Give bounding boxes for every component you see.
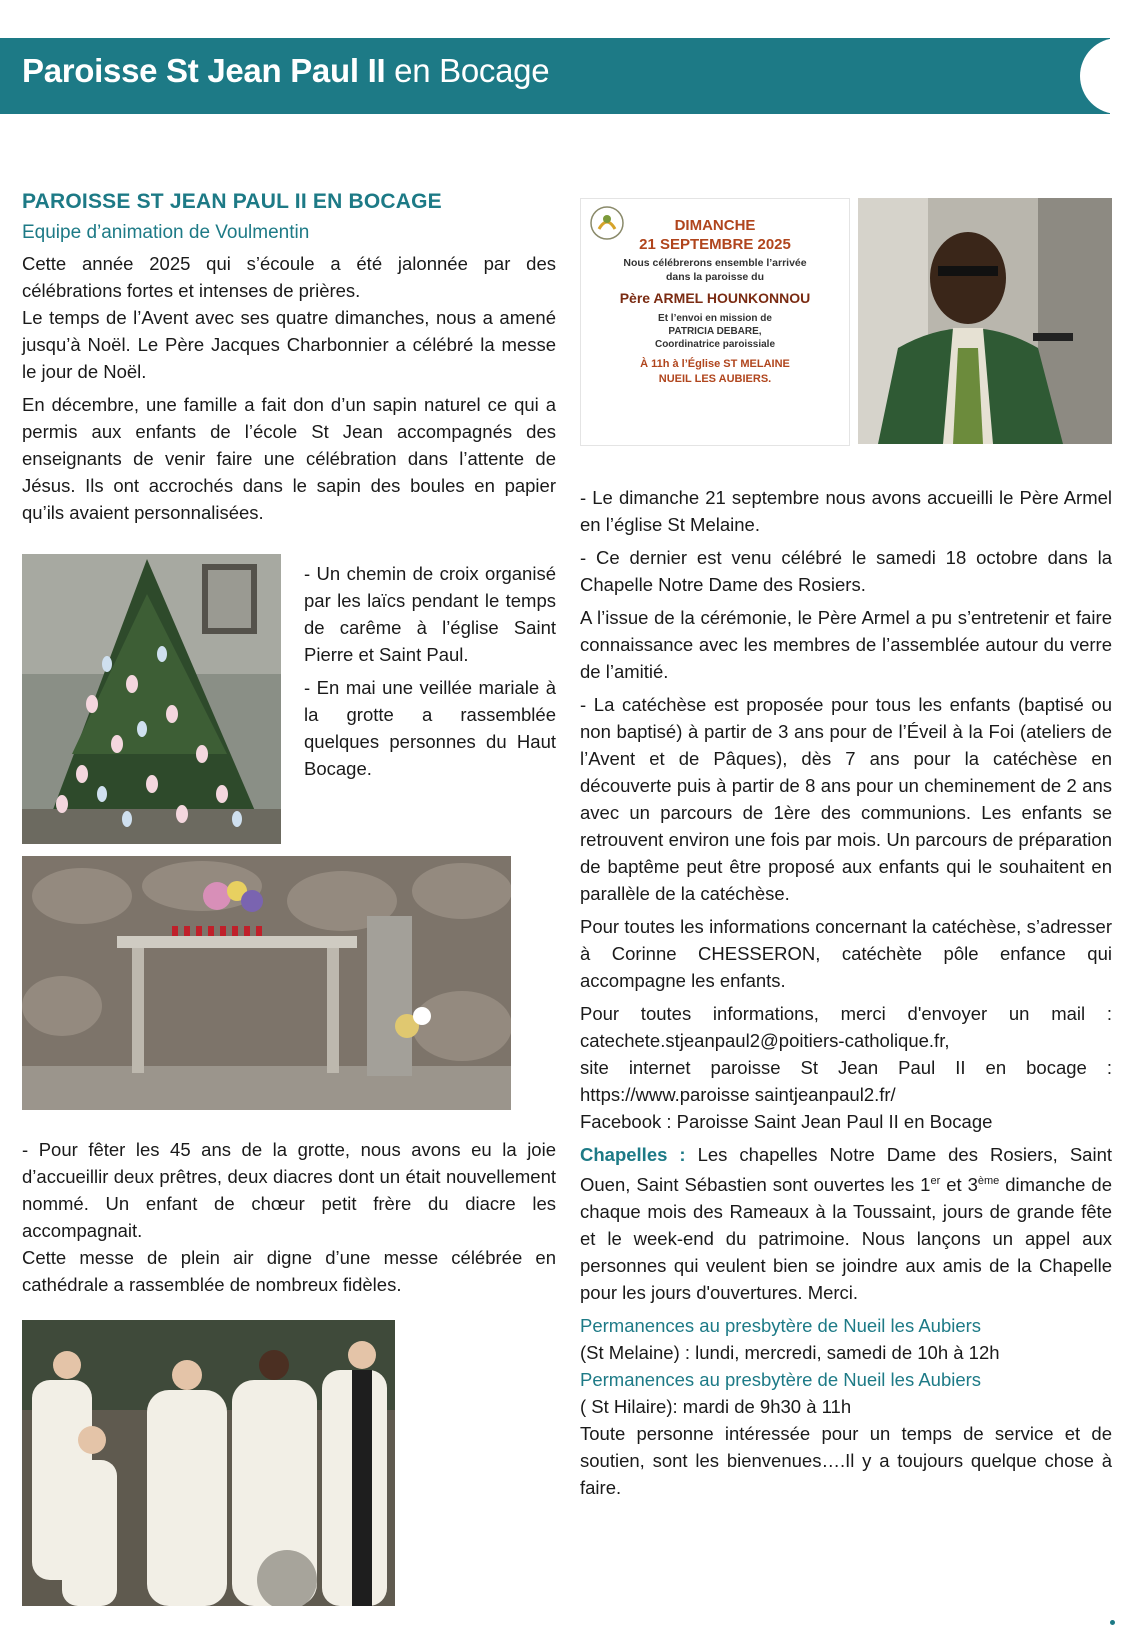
left-column: [22, 188, 556, 532]
bottom-left-text: [22, 1136, 556, 1298]
contact-mail: Pour toutes informations, merci d'envoyer un mail : catechete.stjeanpaul2@poitiers-catholique.fr,: [580, 1003, 1112, 1051]
side-text: [304, 560, 556, 788]
poster-intro: Nous célébrerons ensemble l’arrivée dans la paroisse du: [623, 257, 807, 283]
paragraph: Cette messe de plein air digne d’une messe célébrée en cathédrale a rassemblée de nombreux fidèles.: [22, 1247, 556, 1295]
right-column: [580, 484, 1112, 1507]
paragraph: Toute personne intéressée pour un temps de service et de soutien, sont les bienvenues….Il y a toujours quelque chose à faire.: [580, 1423, 1112, 1499]
paragraph: - Pour fêter les 45 ans de la grotte, nous avons eu la joie d’accueillir deux prêtres, deux diacres dont un était nouvellement nommé. Un enfant de chœur petit frère du diacre les accompagnait.: [22, 1139, 556, 1241]
permanence-hours: (St Melaine) : lundi, mercredi, samedi de 10h à 12h: [580, 1342, 1000, 1364]
paragraph: - Ce dernier est venu célébré le samedi 18 octobre dans la Chapelle Notre Dame des Rosiers.: [580, 547, 1112, 595]
contact-paragraph: [580, 1000, 1112, 1054]
poster-day: DIMANCHE: [674, 217, 756, 234]
paragraph: Pour toutes les informations concernant la catéchèse, s’adresser à Corinne CHESSERON, catéchète pôle enfance qui accompagne les enfants.: [580, 916, 1112, 991]
section-subtitle: Equipe d’animation de Voulmentin: [22, 222, 310, 243]
paragraph: - Le dimanche 21 septembre nous avons accueilli le Père Armel en l’église St Melaine.: [580, 487, 1112, 535]
paragraph: - La catéchèse est proposée pour tous les enfants (baptisé ou non baptisé) à partir de 3 ans pour de l’Éveil à la Foi (ateliers de l’Avent et de Pâques), dès 7 ans pour la catéchèse en découverte puis à partir de 8 ans pour un cheminement de 2 ans avec un parcours de 1ère des communions. Les enfants se retrouvent environ une fois par mois. Un parcours de préparation de baptême peut être proposé aux enfants qui le souhaitent en parallèle de la catéchèse.: [580, 694, 1112, 904]
paragraph: En décembre, une famille a fait don d’un sapin naturel ce qui a permis aux enfants de l’école St Jean accompagnés des enseignants de venir faire une célébration dans l’attente de Jésus. Ils ont accrochés dans le sapin des boules en papier qu’ils avaient personnalisées.: [22, 394, 556, 523]
facebook-link[interactable]: Facebook : Paroisse Saint Jean Paul II en Bocage: [580, 1111, 993, 1132]
chapelles-label: Chapelles :: [580, 1144, 686, 1165]
grotto-altar-photo: [22, 856, 511, 1110]
permanence-title: Permanences au presbytère de Nueil les Aubiers: [580, 1369, 982, 1391]
parish-logo-icon: [589, 205, 625, 241]
christmas-tree-photo: [22, 554, 281, 844]
paragraph: Le temps de l’Avent avec ses quatre dimanches, nous a amené jusqu’à Noël. Le Père Jacques Charbonnier a célébré la messe le jour de Noël.: [22, 307, 556, 382]
page-title-bold: Paroisse St Jean Paul II: [22, 52, 386, 89]
paragraph: A l’issue de la cérémonie, le Père Armel a pu s’entretenir et faire connaissance avec les membres de l’assemblée autour du verre de l’amitié.: [580, 607, 1112, 682]
permanence-title: Permanences au presbytère de Nueil les Aubiers: [580, 1315, 982, 1337]
website-link[interactable]: site internet paroisse St Jean Paul II en bocage : https://www.paroisse saintjeanpaul2.fr/: [580, 1057, 1112, 1105]
page-marker: [1110, 1620, 1115, 1625]
permanence-hours: ( St Hilaire): mardi de 9h30 à 11h: [580, 1396, 852, 1418]
priest-photo: [858, 198, 1112, 444]
paragraph: - En mai une veillée mariale à la grotte a rassemblée quelques personnes du Haut Bocage.: [304, 677, 556, 779]
event-poster: [580, 198, 850, 446]
page-title-rest: en Bocage: [385, 52, 550, 89]
poster-mission: Et l’envoi en mission de PATRICIA DEBARE, Coordinatrice paroissiale: [654, 313, 776, 350]
group-photo: [22, 1320, 395, 1606]
poster-location: À 11h à l’Église ST MELAINE NUEIL LES AUBIERS.: [640, 358, 790, 385]
paragraph: - Un chemin de croix organisé par les laïcs pendant le temps de carême à l’église Saint Pierre et Saint Paul.: [304, 563, 556, 665]
paragraph: Cette année 2025 qui s’écoule a été jalonnée par des célébrations fortes et intenses de prières.: [22, 253, 556, 301]
poster-date: 21 SEPTEMBRE 2025: [639, 236, 791, 253]
chapelles-paragraph: Chapelles : Les chapelles Notre Dame des Rosiers, Saint Ouen, Saint Sébastien sont ouvertes les 1er et 3ème dimanche de chaque mois des Rameaux à la Toussaint, jours de grande fête et le week-end du patrimoine. Nous lançons un appel aux personnes qui veulent bien se joindre aux amis de la Chapelle pour les jours d'ouvertures. Merci.: [580, 1144, 1112, 1304]
section-title: PAROISSE ST JEAN PAUL II EN BOCAGE: [22, 190, 442, 213]
facebook-paragraph: [580, 1108, 1112, 1135]
page-title: [22, 52, 549, 90]
website-paragraph: [580, 1054, 1112, 1108]
poster-name: Père ARMEL HOUNKONNOU: [619, 290, 811, 306]
